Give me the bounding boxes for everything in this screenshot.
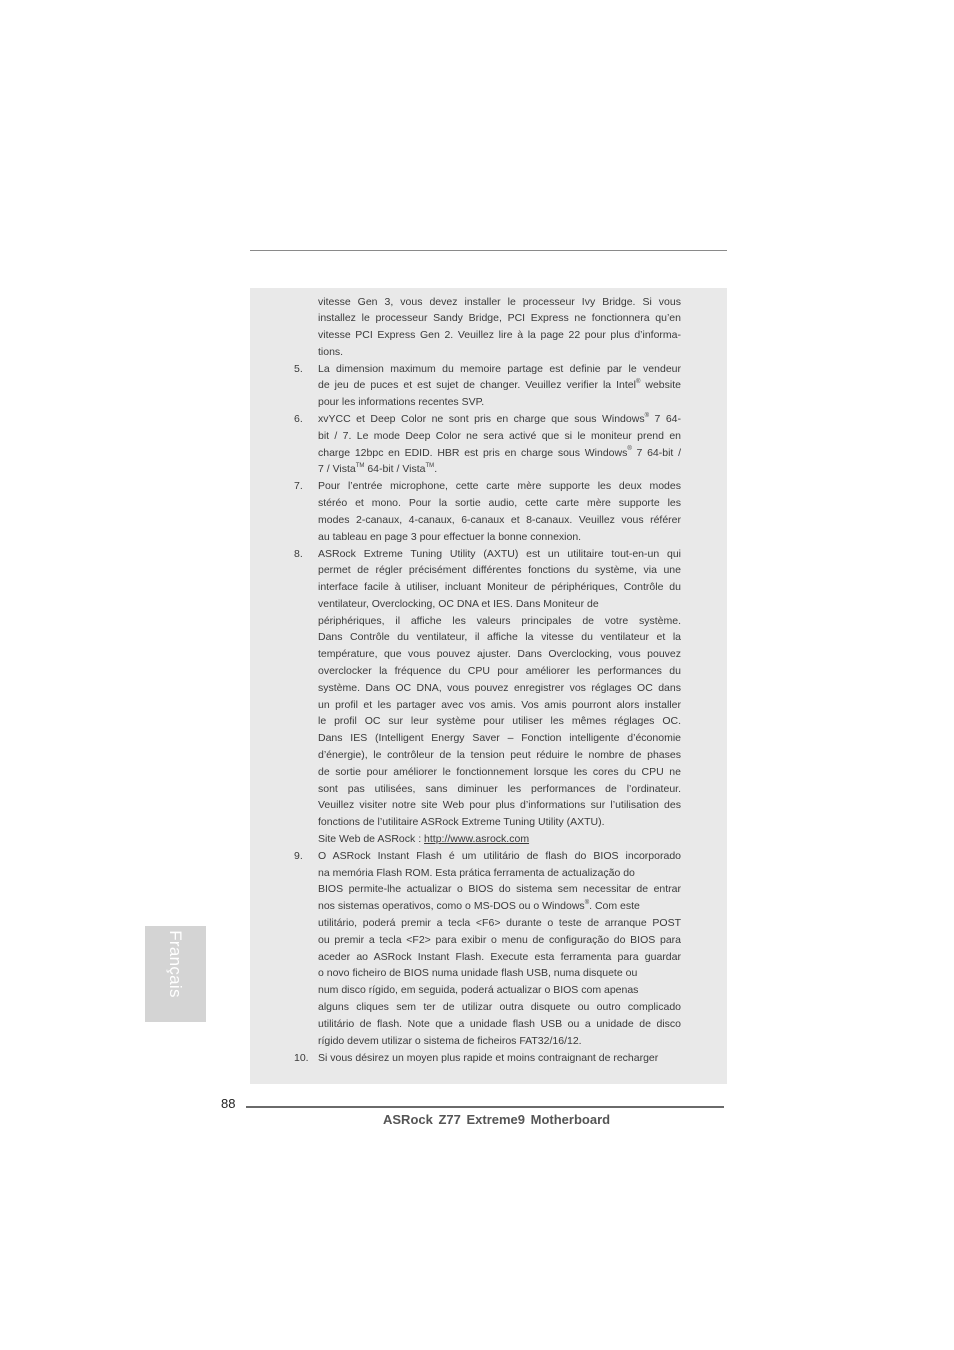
text-line: Si vous désirez un moyen plus rapide et moins contraignant de recharger: [318, 1051, 659, 1064]
text-line: vitesse PCI Express Gen 2. Veuillez lire à la page 22 pour plus d’informa-: [318, 329, 681, 342]
text-line: alguns cliques sem ter de utilizar outra disquete ou outro complicado: [318, 1001, 681, 1014]
text-line: 7 / Vista™ 64-bit / Vista™.: [318, 462, 438, 476]
text-line: système. Dans OC DNA, vous pouvez enregistrer vos réglages OC dans: [318, 681, 681, 694]
text-line: de sortie pour améliorer le fonctionnement lorsque les cores du CPU ne: [318, 765, 681, 778]
text-line: pour les informations recentes SVP.: [318, 396, 485, 409]
text-line: o novo ficheiro de BIOS numa unidade flash USB, numa disquete ou: [318, 967, 638, 980]
text-line: aceder ao ASRock Instant Flash. Execute esta ferramenta para guardar: [318, 950, 681, 963]
item-number: 10.: [294, 1051, 309, 1064]
text-line: Pour l’entrée microphone, cette carte mère supporte les deux modes: [318, 480, 681, 493]
text-line: sont pas utilisées, sans diminuer les performances de l’ordinateur.: [318, 782, 681, 795]
text-line: tions.: [318, 345, 344, 358]
text-line: utilitário, poderá premir a tecla <F6> durante o teste de arranque POST: [318, 917, 681, 930]
text-line: d’énergie), le contrôleur de la tension peut réduire le nombre de phases: [318, 749, 681, 762]
text-line: bit / 7. Le mode Deep Color ne sera activé que si le moniteur prend en: [318, 429, 681, 442]
text-line: utilitário de flash. Note que a unidade flash USB ou a unidade de disco: [318, 1017, 681, 1030]
item-text: [318, 1050, 681, 1067]
footer-rule: [246, 1106, 724, 1108]
item-text: [318, 294, 681, 361]
text-line: au tableau en page 3 pour effectuer la bonne connexion.: [318, 530, 582, 543]
item-text: [318, 546, 681, 848]
text-line: permet de régler précisément différentes fonctions du système, via une: [318, 564, 681, 577]
item-number: 8.: [294, 547, 303, 560]
text-line: périphériques, il affiche les valeurs principales de votre système.: [318, 614, 681, 627]
text-line: ASRock Extreme Tuning Utility (AXTU) est un utilitaire tout-en-un qui: [318, 547, 681, 560]
item-text: [318, 848, 681, 1050]
text-line: Dans IES (Intelligent Energy Saver – Fonction intelligente d’économie: [318, 732, 681, 745]
text-line: modes 2-canaux, 4-canaux, 6-canaux et 8-canaux. Veuillez vous référer: [318, 513, 681, 526]
text-line: Veuillez visiter notre site Web pour plus d’informations sur l’utilisation des: [318, 799, 681, 812]
text-line: ventilateur, Overclocking, OC DNA et IES. Dans Moniteur de: [318, 597, 599, 610]
site-label: Site Web de ASRock :: [318, 833, 425, 846]
text-line: vitesse Gen 3, vous devez installer le processeur Ivy Bridge. Si vous: [318, 295, 681, 308]
text-line: num disco rígido, em seguida, poderá actualizar o BIOS com apenas: [318, 984, 639, 997]
item-number: 7.: [294, 480, 303, 493]
text-line: overclocker la fréquence du CPU pour améliorer les performances du: [318, 665, 681, 678]
text-line: stéréo et mono. Pour la sortie audio, cette carte mère supporte les: [318, 497, 681, 510]
text-line: xvYCC et Deep Color ne sont pris en charge que sous Windows® 7 64-: [318, 412, 681, 426]
text-line: [318, 831, 681, 848]
page-number: 88: [221, 1096, 236, 1111]
text-line: BIOS permite-lhe actualizar o BIOS do sistema sem necessitar de entrar: [318, 883, 681, 896]
item-number: 5.: [294, 362, 303, 375]
item-number: 9.: [294, 849, 303, 862]
header-rule: [250, 250, 727, 251]
text-line: O ASRock Instant Flash é um utilitário de flash do BIOS incorporado: [318, 849, 681, 862]
text-line: Dans Contrôle du ventilateur, il affiche la vitesse du ventilateur et la: [318, 631, 681, 644]
asrock-website-link[interactable]: http://www.asrock.com: [424, 833, 530, 846]
text-line: température, que vous pouvez ajuster. Dans Overclocking, vous pouvez: [318, 648, 681, 661]
item-text: [318, 361, 681, 411]
text-line: un profil et les partager avec vos amis. Vos amis pourront alors installer: [318, 698, 681, 711]
text-line: de jeu de puces et est sujet de changer. Veuillez verifier la Intel® website: [318, 378, 681, 392]
text-line: installez le processeur Sandy Bridge, PCI Express ne fonctionnera qu’en: [318, 312, 681, 325]
footer-title: ASRock Z77 Extreme9 Motherboard: [383, 1112, 611, 1127]
text-line: interface facile à utiliser, incluant Moniteur de périphériques, Contrôle du: [318, 581, 681, 594]
text-line: nos sistemas operativos, como o MS-DOS ou o Windows®. Com este: [318, 899, 640, 913]
text-line: le profil OC sur leur système pour utiliser les mêmes réglages OC.: [318, 715, 681, 728]
text-line: charge 12bpc en EDID. HBR est pris en charge sous Windows® 7 64-bit /: [318, 446, 681, 459]
item-text: [318, 411, 681, 478]
text-line: na memória Flash ROM. Esta prática ferramenta de actualização do: [318, 866, 635, 879]
text-line: ou premir a tecla <F2> para exibir o menu de configuração do BIOS para: [318, 933, 681, 946]
text-line: La dimension maximum du memoire partage est definie par le vendeur: [318, 362, 681, 375]
text-line: fonctions de l’utilitaire ASRock Extreme Tuning Utility (AXTU).: [318, 816, 605, 829]
item-number: 6.: [294, 413, 303, 426]
text-line: rígido devem utilizar o sistema de ficheiros FAT32/16/12.: [318, 1034, 582, 1047]
item-text: [318, 478, 681, 545]
language-side-tab-label: Français: [166, 930, 185, 998]
